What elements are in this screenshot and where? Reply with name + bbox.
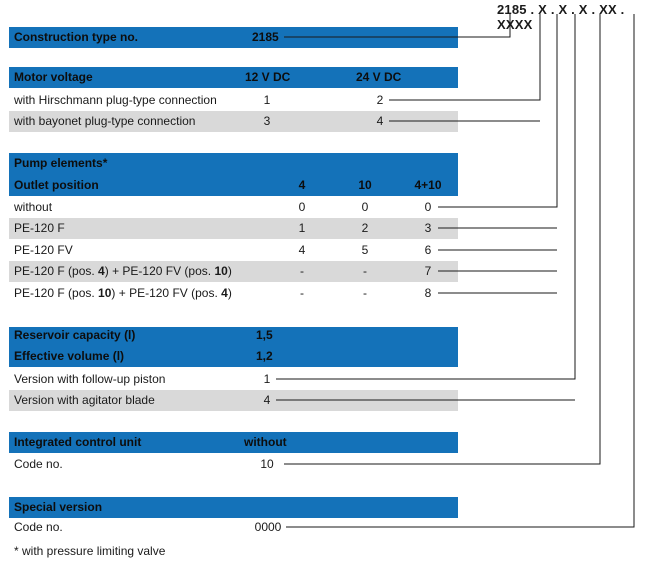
pump-row-value-c: 8: [424, 286, 432, 300]
pump-row-value-b: 5: [361, 243, 369, 257]
pump-col-4: 4: [298, 178, 306, 192]
pump-row-value-c: 6: [424, 243, 432, 257]
motor-col-12v: 12 V DC: [245, 70, 291, 84]
reservoir-row-label: Version with follow-up piston: [14, 372, 166, 386]
motor-row-value-b: 2: [376, 93, 384, 107]
pump-row-value-b: -: [363, 286, 367, 300]
pump-col-4-10: 4+10: [414, 178, 442, 192]
motor-row-label: with Hirschmann plug-type connection: [14, 93, 217, 107]
pump-row-value-a: -: [300, 264, 304, 278]
motor-col-24v: 24 V DC: [356, 70, 402, 84]
order-code: 2185 . X . X . X . XX . XXXX: [497, 2, 625, 32]
pump-row-label: PE-120 F (pos. 4) + PE-120 FV (pos. 10): [14, 264, 232, 278]
pump-row-value-a: 4: [298, 243, 306, 257]
reservoir-row-label: Version with agitator blade: [14, 393, 155, 407]
pump-outlet-header: Outlet position: [14, 178, 99, 192]
special-code-label: Code no.: [14, 520, 63, 534]
reservoir-capacity-value: 1,5: [256, 328, 273, 342]
pump-row-label: without: [14, 200, 53, 214]
reservoir-row-value: 1: [263, 372, 271, 386]
control-value: without: [244, 435, 287, 449]
construction-value: 2185: [252, 30, 279, 44]
footnote: * with pressure limiting valve: [14, 544, 166, 558]
connector-reservoir-1: [276, 14, 575, 379]
control-code-value: 10: [260, 457, 274, 471]
connector-control: [284, 14, 600, 464]
motor-header: Motor voltage: [14, 70, 93, 84]
pump-header: Pump elements*: [14, 156, 108, 170]
pump-row-value-a: 1: [298, 221, 306, 235]
construction-label: Construction type no.: [14, 30, 138, 44]
effective-volume-header: Effective volume (l): [14, 349, 125, 363]
connector-motor-2: [389, 14, 540, 100]
pump-row-value-b: 0: [361, 200, 369, 214]
pump-row-value-c: 7: [424, 264, 432, 278]
pump-row-label: PE-120 F (pos. 10) + PE-120 FV (pos. 4): [14, 286, 232, 300]
motor-row-label: with bayonet plug-type connection: [14, 114, 196, 128]
pump-row-label: PE-120 F: [14, 221, 65, 235]
control-code-label: Code no.: [14, 457, 63, 471]
pump-row-value-c: 3: [424, 221, 432, 235]
connector-construction: [284, 14, 510, 37]
reservoir-capacity-header: Reservoir capacity (l): [14, 328, 136, 342]
pump-row-value-c: 0: [424, 200, 432, 214]
motor-row-value-b: 4: [376, 114, 384, 128]
pump-row-value-a: 0: [298, 200, 306, 214]
pump-row-value-b: 2: [361, 221, 369, 235]
motor-row-value-a: 1: [263, 93, 271, 107]
connector-pump-0: [438, 14, 557, 207]
special-code-value: 0000: [254, 520, 282, 534]
effective-volume-value: 1,2: [256, 349, 273, 363]
pump-col-10: 10: [358, 178, 372, 192]
reservoir-row-value: 4: [263, 393, 271, 407]
pump-row-value-a: -: [300, 286, 304, 300]
motor-row-value-a: 3: [263, 114, 271, 128]
control-header: Integrated control unit: [14, 435, 142, 449]
pump-row-label: PE-120 FV: [14, 243, 73, 257]
special-header: Special version: [14, 500, 103, 514]
pump-row-value-b: -: [363, 264, 367, 278]
